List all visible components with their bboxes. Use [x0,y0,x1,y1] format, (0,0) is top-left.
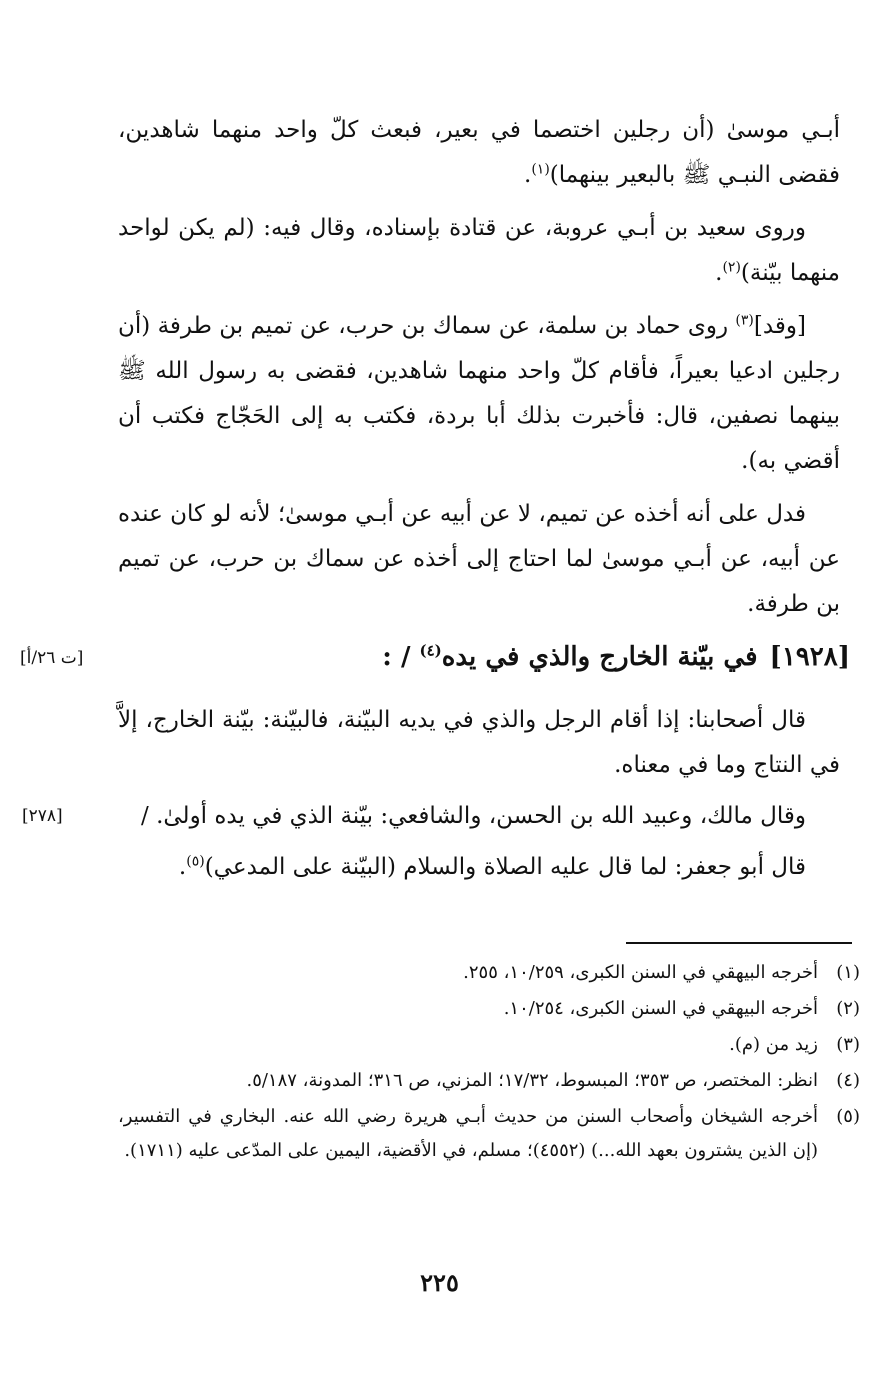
section-paragraph-2 [22,794,840,839]
footnote-separator [626,942,852,944]
paragraph-4: فدل على أنه أخذه عن تميم، لا عن أبيه عن أبـي موسىٰ؛ لأنه لو كان عنده عن أبيه، عن أبـي موسىٰ لما احتاج إلى أخذه عن سماك بن حرب، عن تميم بن طرفة. [118,501,840,617]
section-number: [١٩٢٨] [769,642,850,672]
footnote-number: (١) [836,962,860,983]
footnote-5 [118,1100,860,1168]
section-paragraph-2-text: وقال مالك، وعبيد الله بن الحسن، والشافعي: بيّنة الذي في يده أولىٰ. / [141,803,806,829]
section-title-suffix: / : [382,642,420,672]
paragraph-1 [118,108,840,198]
footnote-ref-4: (٤) [419,641,442,660]
footnote-4 [118,1064,860,1098]
page-number: ٢٢٥ [420,1268,459,1297]
section-title-text: في بيّنة الخارج والذي في يده [441,642,758,672]
section-paragraph-3-end: . [178,854,187,880]
footnote-ref-1: (١) [531,161,550,178]
main-text-block [118,108,840,635]
footnote-text: أخرجه الشيخان وأصحاب السنن من حديث أبـي هريرة رضي الله عنه. البخاري في التفسير، (إن الذين يشترون بعهد الله...) (٤٥٥٢)؛ مسلم، في الأقضية، اليمين على المدّعى عليه (١٧١١). [118,1106,818,1161]
footnotes [118,956,860,1170]
footnote-number: (٤) [836,1070,860,1091]
section-paragraph-3 [118,845,840,890]
manuscript-folio-ref: [ت ٢٦/أ] [20,648,84,668]
footnote-ref-2: (٢) [722,259,741,276]
footnote-ref-5: (٥) [186,853,205,870]
manuscript-page-ref: [٢٧٨] [22,806,63,826]
paragraph-1-text: أبـي موسىٰ (أن رجلين اختصما في بعير، فبعث كلّ واحد منهما شاهدين، فقضى النبـي ﷺ بالبعير بينهما) [118,117,840,188]
section-heading [20,640,850,686]
footnote-1 [118,956,860,990]
paragraph-2 [118,206,840,296]
footnote-text: زيد من (م). [729,1034,818,1055]
footnote-text: أخرجه البيهقي في السنن الكبرى، ١٠/٢٥٩، ٢٥٥. [463,962,818,983]
section-paragraph-3-text: قال أبو جعفر: لما قال عليه الصلاة والسلام (البيّنة على المدعي) [204,854,806,880]
footnote-number: (٣) [836,1034,860,1055]
paragraph-3-start: [وقد] [753,313,806,339]
footnote-number: (٢) [836,998,860,1019]
paragraph-2-end: . [715,260,723,286]
footnote-number: (٥) [836,1106,860,1127]
paragraph-2-text: وروى سعيد بن أبـي عروبة، عن قتادة بإسناده، وقال فيه: (لم يكن لواحد منهما بيّنة) [118,215,840,286]
section-paragraph-1: قال أصحابنا: إذا أقام الرجل والذي في يديه البيّنة، فالبيّنة: بيّنة الخارج، إلاَّ في النتاج وما في معناه. [118,707,840,778]
paragraph-3-text: روى حماد بن سلمة، عن سماك بن حرب، عن تميم بن طرفة (أن رجلين ادعيا بعيراً، فأقام كلّ واحد منهما شاهدين، فقضى به رسول الله ﷺ بينهما نصفين، قال: فأخبرت بذلك أبا بردة، فكتب به إلى الحَجّاج فكتب أن أقضي به). [118,313,840,474]
section-text-block [22,698,840,896]
footnote-3 [118,1028,860,1062]
paragraph-3 [118,304,840,484]
footnote-text: انظر: المختصر، ص ٣٥٣؛ المبسوط، ١٧/٣٢؛ المزني، ص ٣١٦؛ المدونة، ٥/١٨٧. [246,1070,818,1091]
footnote-text: أخرجه البيهقي في السنن الكبرى، ١٠/٢٥٤. [503,998,818,1019]
footnote-2 [118,992,860,1026]
section-title [382,642,850,672]
footnote-ref-3: (٣) [735,312,754,329]
paragraph-1-end: . [524,162,532,188]
